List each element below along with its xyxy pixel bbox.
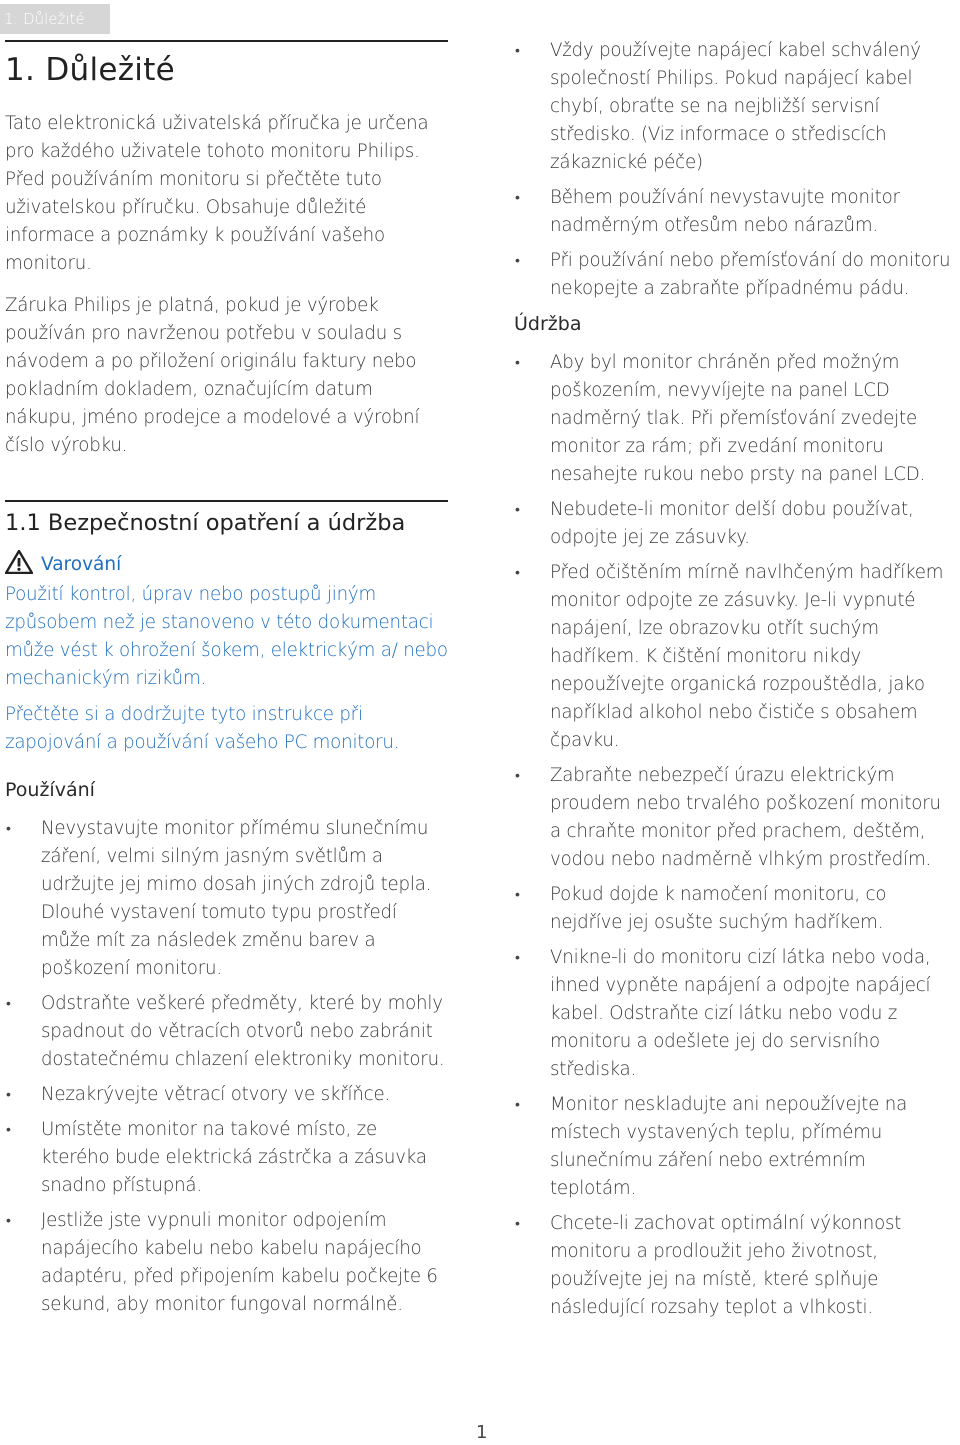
list-item: • Nezakrývejte větrací otvory ve skříňce. (5, 1081, 448, 1109)
chapter-tab: 1. Důležité (0, 4, 110, 34)
usage-list-continued (514, 37, 954, 303)
list-item: • Odstraňte veškeré předměty, které by mohly spadnout do větracích otvorů nebo zabránit dostatečnému chlazení elektroniky monitoru. (5, 990, 448, 1074)
list-item: • Při používání nebo přemísťování do monitoru nekopejte a zabraňte případnému pádu. (514, 247, 954, 303)
list-item: • Vždy používejte napájecí kabel schválený společností Philips. Pokud napájecí kabel chybí, obraťte se na nejbližší servisní středisko. (Viz informace o střediscích zákaznické péče) (514, 37, 954, 177)
list-item: • Nevystavujte monitor přímému slunečnímu záření, velmi silným jasným světlům a udržujte jej mimo dosah jiných zdrojů tepla. Dlouhé vystavení tomuto typu prostředí může mít za následek změnu barev a poškození monitoru. (5, 815, 448, 983)
list-item: • Před očištěním mírně navlhčeným hadříkem monitor odpojte ze zásuvky. Je-li vypnuté napájení, lze obrazovku otřít suchým hadříkem. K čištění monitoru nikdy nepoužívejte organická rozpouštědla, jako například alkohol nebo čističe s obsahem čpavku. (514, 559, 954, 755)
page-number: 1 (476, 1422, 488, 1443)
warning-text: Použití kontrol, úprav nebo postupů jiným způsobem než je stanoveno v této dokumentaci může vést k ohrožení šokem, elektrickým a/ nebo mechanickým rizikům. (5, 584, 448, 689)
list-item: • Vnikne-li do monitoru cizí látka nebo voda, ihned vypněte napájení a odpojte napájecí kabel. Odstraňte cizí látku nebo vodu z monitoru a odešlete jej do servisního střediska. (514, 944, 954, 1084)
list-item: • Jestliže jste vypnuli monitor odpojením napájecího kabelu nebo kabelu napájecího adaptéru, před připojením kabelu počkejte 6 sekund, aby monitor fungoval normálně. (5, 1207, 448, 1319)
section-title: 1. Důležité (5, 52, 176, 88)
warning-note: Přečtěte si a dodržujte tyto instrukce při zapojování a používání vašeho PC monitoru. (5, 704, 400, 753)
left-column (5, 40, 448, 1326)
list-item: • Zabraňte nebezpečí úrazu elektrickým proudem nebo trvalého poškození monitoru a chraňte monitor před prachem, deštěm, vodou nebo nadměrně vlhkým prostředím. (514, 762, 954, 874)
list-item: • Umístěte monitor na takové místo, ze kterého bude elektrická zástrčka a zásuvka snadno přístupná. (5, 1116, 448, 1200)
list-item: • Nebudete-li monitor delší dobu používat, odpojte jej ze zásuvky. (514, 496, 954, 552)
list-item: • Chcete-li zachovat optimální výkonnost monitoru a prodloužit jeho životnost, používejte jej na místě, které splňuje následující rozsahy teplot a vlhkosti. (514, 1210, 954, 1322)
usage-list (5, 815, 448, 1319)
usage-heading: Používání (5, 779, 95, 801)
warning-label: Varování (41, 554, 122, 575)
list-item: • Monitor neskladujte ani nepoužívejte na místech vystavených teplu, přímému slunečnímu záření nebo extrémním teplotám. (514, 1091, 954, 1203)
warning-triangle-icon (5, 550, 41, 579)
maintenance-heading: Údržba (514, 313, 582, 335)
subsection-title: 1.1 Bezpečnostní opatření a údržba (5, 510, 406, 536)
right-column (514, 37, 954, 1329)
maintenance-list (514, 349, 954, 1322)
title-rule (5, 40, 448, 42)
list-item: • Aby byl monitor chráněn před možným poškozením, nevyvíjejte na panel LCD nadměrný tlak. Při přemísťování zvedejte monitor za rám; při zvedání monitoru nesahejte rukou nebo prsty na panel LCD. (514, 349, 954, 489)
list-item: • Během používání nevystavujte monitor nadměrným otřesům nebo nárazům. (514, 184, 954, 240)
list-item: • Pokud dojde k namočení monitoru, co nejdříve jej osušte suchým hadříkem. (514, 881, 954, 937)
warning-heading (5, 550, 448, 579)
subsection-rule (5, 500, 448, 502)
intro-paragraph: Tato elektronická uživatelská příručka je určena pro každého uživatele tohoto monitoru Philips. Před používáním monitoru si přečtěte tuto uživatelskou příručku. Obsahuje důležité informace a poznámky k používání vašeho monitoru. (5, 113, 429, 274)
warranty-paragraph: Záruka Philips je platná, pokud je výrobek používán pro navrženou potřebu v souladu s návodem a po přiložení originálu faktury nebo pokladním dokladem, označujícím datum nákupu, jméno prodejce a modelové a výrobní číslo výrobku. (5, 295, 420, 456)
